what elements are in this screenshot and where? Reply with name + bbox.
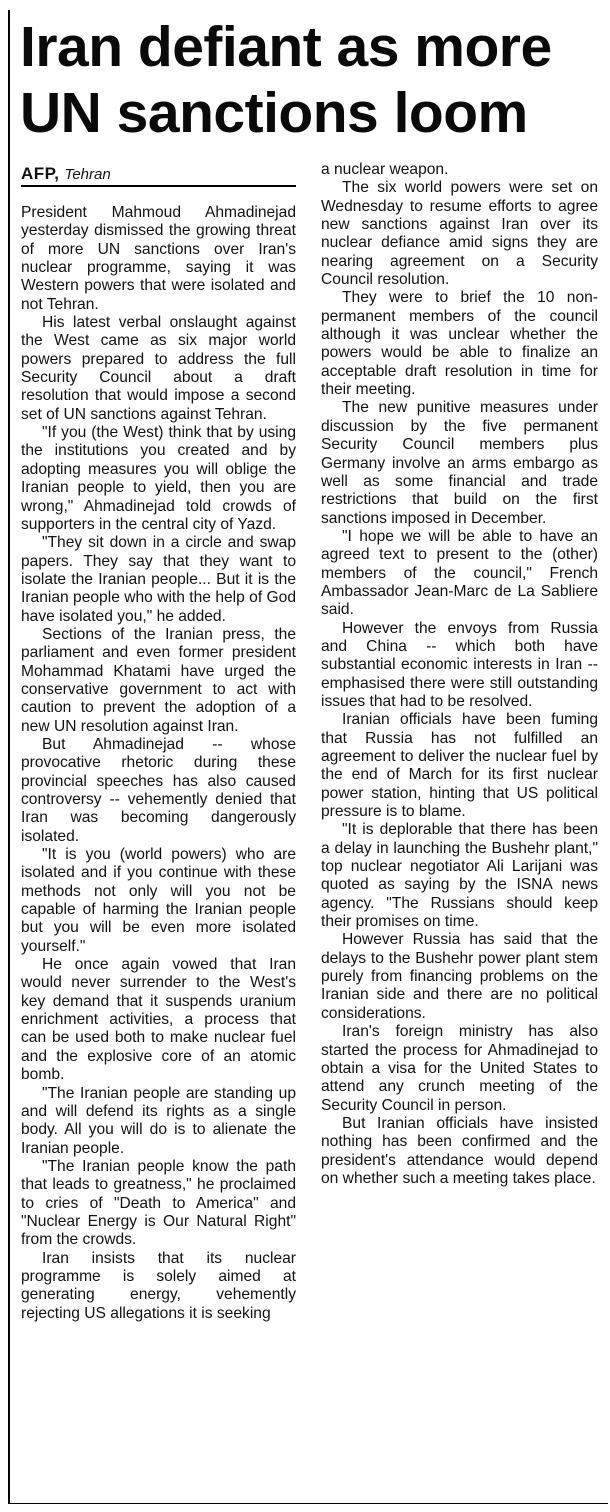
article-paragraph: He once again vowed that Iran would never surrender to the West's key demand that it suspends uranium enrichment activities, a process that can be used both to make nuclear fuel and the explosive core of an atomic bomb. <box>21 956 296 1084</box>
dateline-rule <box>21 185 296 187</box>
right-column <box>321 161 598 1188</box>
article-paragraph: But Ahmadinejad -- whose provocative rhetoric during these provincial speeches has also caused controversy -- vehemently denied that Iran was becoming dangerously isolated. <box>21 735 296 845</box>
article-paragraph-continued: a nuclear weapon. <box>321 161 449 178</box>
headline-line-2: UN sanctions loom <box>20 81 528 145</box>
agency-name: AFP, <box>21 164 60 183</box>
article-paragraph: Iran insists that its nuclear programme is solely aimed at generating energy, vehemently rejecting US allegations it is seeking <box>21 1249 296 1322</box>
article-paragraph: "I hope we will be able to have an agreed text to present to the (other) members of the council," French Ambassador Jean-Marc de La Sabliere said. <box>321 527 598 619</box>
article-paragraph: But Iranian officials have insisted nothing has been confirmed and the president's attendance would depend on whether such a meeting takes place. <box>321 1114 598 1187</box>
bottom-border-rule <box>8 1503 608 1505</box>
article-paragraph: President Mahmoud Ahmadinejad yesterday dismissed the growing threat of more UN sanctions over Iran's nuclear programme, saying it was Western powers that were isolated and not Tehran. <box>21 204 296 313</box>
left-column <box>21 204 296 1323</box>
article-paragraph: Sections of the Iranian press, the parliament and even former president Mohammad Khatami have urged the conservative government to act with caution to prevent the adoption of a new UN resolution against Iran. <box>21 625 296 735</box>
article-paragraph: The six world powers were set on Wednesday to resume efforts to agree new sanctions against Iran over its nuclear defiance amid signs they are nearing agreement on a Security Council resolution. <box>321 179 598 289</box>
headline <box>20 14 605 146</box>
article-paragraph: Iran's foreign ministry has also started the process for Ahmadinejad to obtain a visa for the United States to attend any crunch meeting of the Security Council in person. <box>321 1023 598 1114</box>
article-paragraph: "If you (the West) think that by using the institutions you created and by adopting measures you will oblige the Iranian people to yield, then you are wrong," Ahmadinejad told crowds of supporters in the central city of Yazd. <box>21 424 296 533</box>
article-paragraph: The new punitive measures under discussion by the five permanent Security Council members plus Germany involve an arms embargo as well as some financial and trade restrictions that build on the first sanctions imposed in December. <box>321 399 598 527</box>
article-paragraph: Iranian officials have been fuming that Russia has not fulfilled an agreement to deliver the nuclear fuel by the end of March for its first nuclear power station, hinting that US political pressure is to blame. <box>321 711 598 821</box>
article-paragraph: "They sit down in a circle and swap papers. They say that they want to isolate the Iranian people... But it is the Iranian people who with the help of God have isolated you," he added. <box>21 534 296 625</box>
article-paragraph: "It is you (world powers) who are isolated and if you continue with these methods not only will you not be capable of harming the Iranian people but you will be even more isolated yourself." <box>21 846 296 955</box>
dateline-location: Tehran <box>64 166 111 183</box>
article-paragraph: His latest verbal onslaught against the West came as six major world powers prepared to address the full Security Council about a draft resolution that would impose a second set of UN sanctions against Tehran. <box>21 314 296 423</box>
article-paragraph: "It is deplorable that there has been a delay in launching the Bushehr plant," top nuclear negotiator Ali Larijani was quoted as saying by the ISNA news agency. "The Russians should keep their promises on time. <box>321 821 598 931</box>
dateline <box>21 164 296 184</box>
article-paragraph: However Russia has said that the delays to the Bushehr power plant stem purely from financing problems on the Iranian side and there are no political considerations. <box>321 931 598 1022</box>
article-paragraph: "The Iranian people know the path that leads to greatness," he proclaimed to cries of "Death to America" and "Nuclear Energy is Our Natural Right" from the crowds. <box>21 1157 296 1249</box>
article-paragraph: They were to brief the 10 non-permanent members of the council although it was unclear whether the powers would be able to finalize an acceptable draft resolution in time for their meeting. <box>321 289 598 399</box>
headline-line-1: Iran defiant as more <box>20 15 552 79</box>
article-paragraph: However the envoys from Russia and China -- which both have substantial economic interests in Iran -- emphasised there were still outstanding issues that had to be resolved. <box>321 619 598 710</box>
left-border-rule <box>8 10 10 1504</box>
article-paragraph: "The Iranian people are standing up and will defend its rights as a single body. All you will do is to alienate the Iranian people. <box>21 1084 296 1157</box>
